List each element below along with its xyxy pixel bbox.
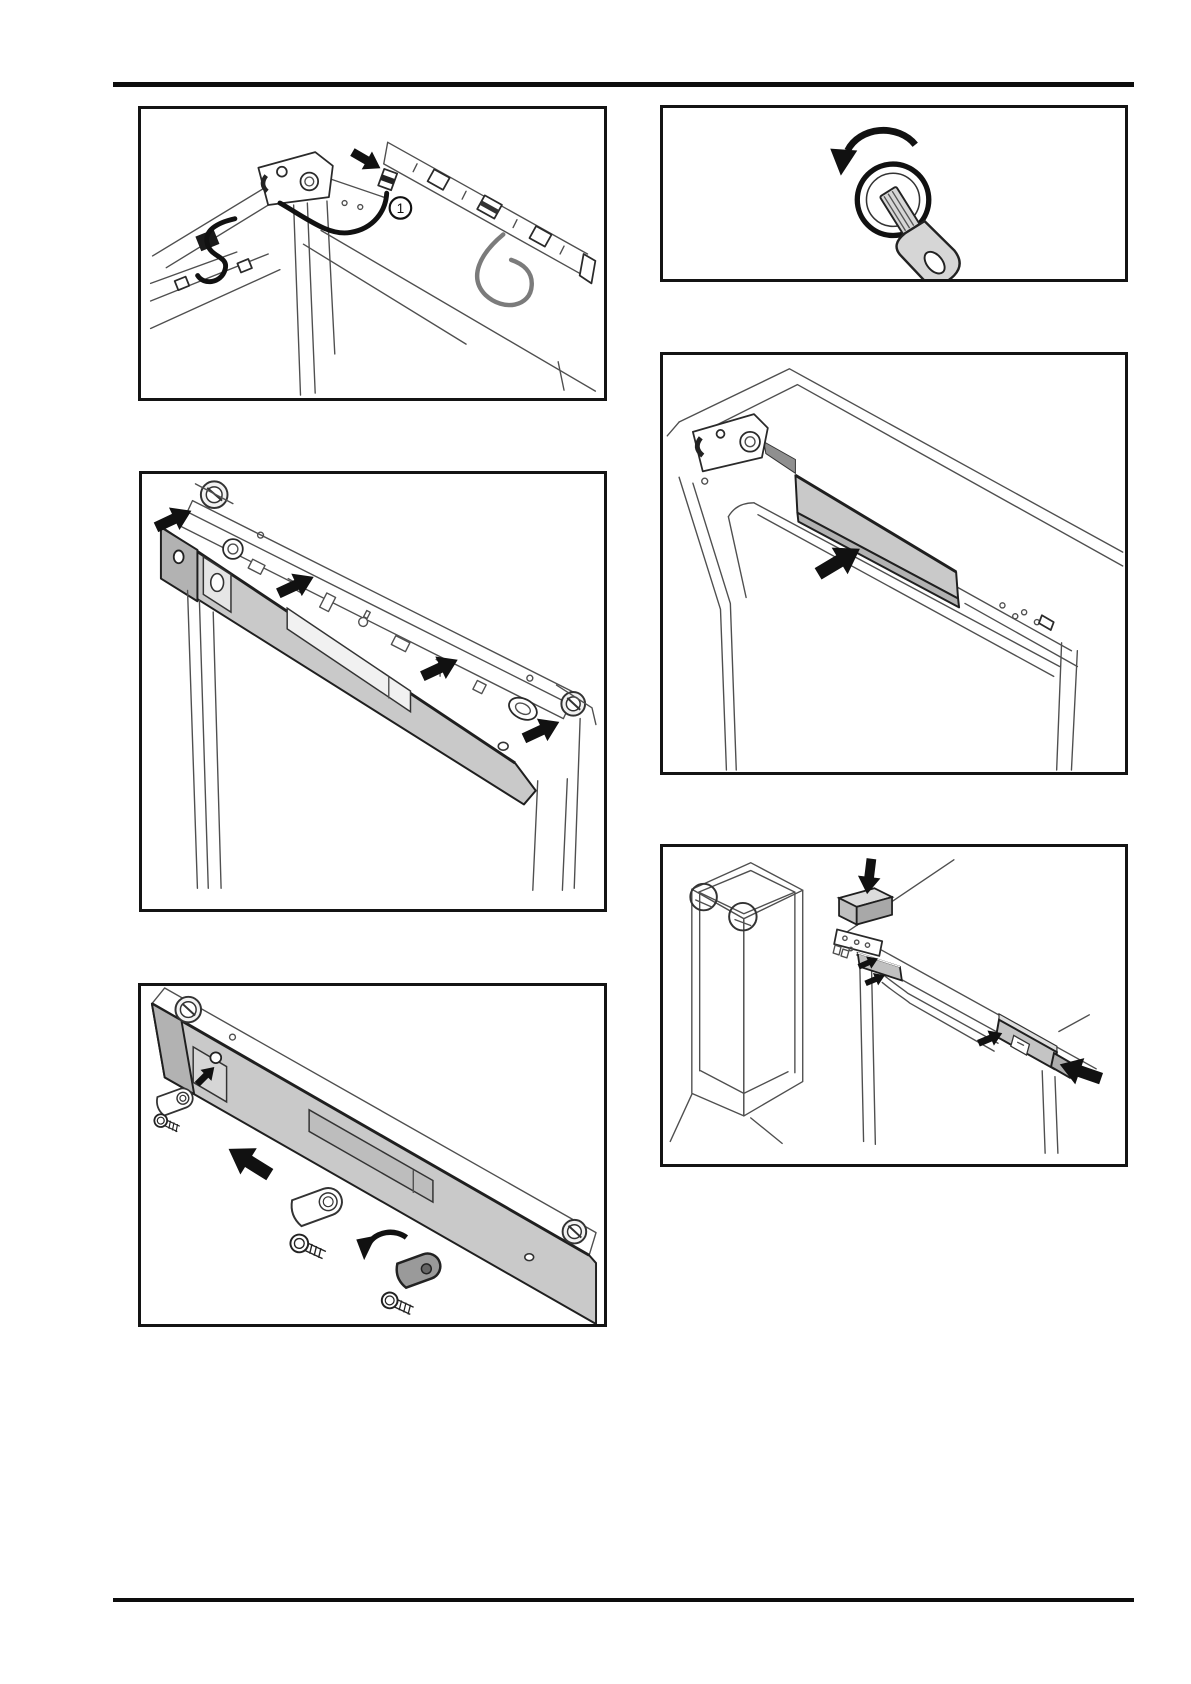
callout-1-badge — [390, 197, 412, 219]
route-door-cables-drawing — [141, 109, 604, 398]
right-cable-connector — [378, 169, 397, 190]
screw-icon — [379, 1290, 415, 1318]
rail-top-face — [152, 988, 596, 1255]
cap-cover-icon — [394, 1250, 444, 1289]
cover-strip — [795, 475, 959, 607]
figure-fit-side-parts — [660, 844, 1128, 1167]
washer-cover-icon — [155, 1086, 196, 1117]
detached-strip — [384, 142, 596, 283]
figure-turn-key — [660, 105, 1128, 282]
cable-gray — [477, 234, 532, 305]
washer-cover-icon — [288, 1184, 345, 1227]
strip-track — [764, 442, 796, 474]
slide-cover-strip-drawing — [663, 355, 1125, 772]
cover-panel — [152, 1004, 596, 1324]
hinge-plate — [258, 152, 362, 209]
screw-hole — [210, 1052, 221, 1063]
header-rule — [113, 82, 1134, 87]
key-icon — [868, 178, 966, 279]
fit-side-parts-drawing — [663, 847, 1125, 1164]
direction-arrow-icon — [220, 1136, 278, 1188]
figure-attach-top-cover — [139, 471, 607, 912]
fit-caps-and-screws-drawing — [141, 986, 604, 1324]
corner-cap-left — [175, 997, 201, 1023]
corner-cap-left — [195, 481, 232, 508]
turn-key-drawing — [663, 108, 1125, 279]
cover-left-flap — [161, 527, 197, 601]
door-frame-lines — [679, 477, 1077, 770]
direction-arrow-icon — [347, 143, 385, 177]
corner-cap-right — [563, 1220, 587, 1244]
spacer-block — [839, 888, 892, 924]
latch-assembly — [996, 1014, 1073, 1078]
hinge-plate — [693, 414, 768, 484]
figure-route-door-cables — [138, 106, 607, 401]
screw-icon — [288, 1232, 328, 1263]
left-rail — [151, 219, 280, 329]
figure-fit-caps-and-screws — [138, 983, 607, 1327]
door-side-lines — [188, 590, 581, 890]
figure-slide-cover-strip — [660, 352, 1128, 775]
callout-1-label: 1 — [396, 200, 405, 216]
attach-top-cover-drawing — [142, 474, 604, 909]
rotate-arrow-icon — [356, 1232, 406, 1260]
footer-rule — [113, 1598, 1134, 1602]
